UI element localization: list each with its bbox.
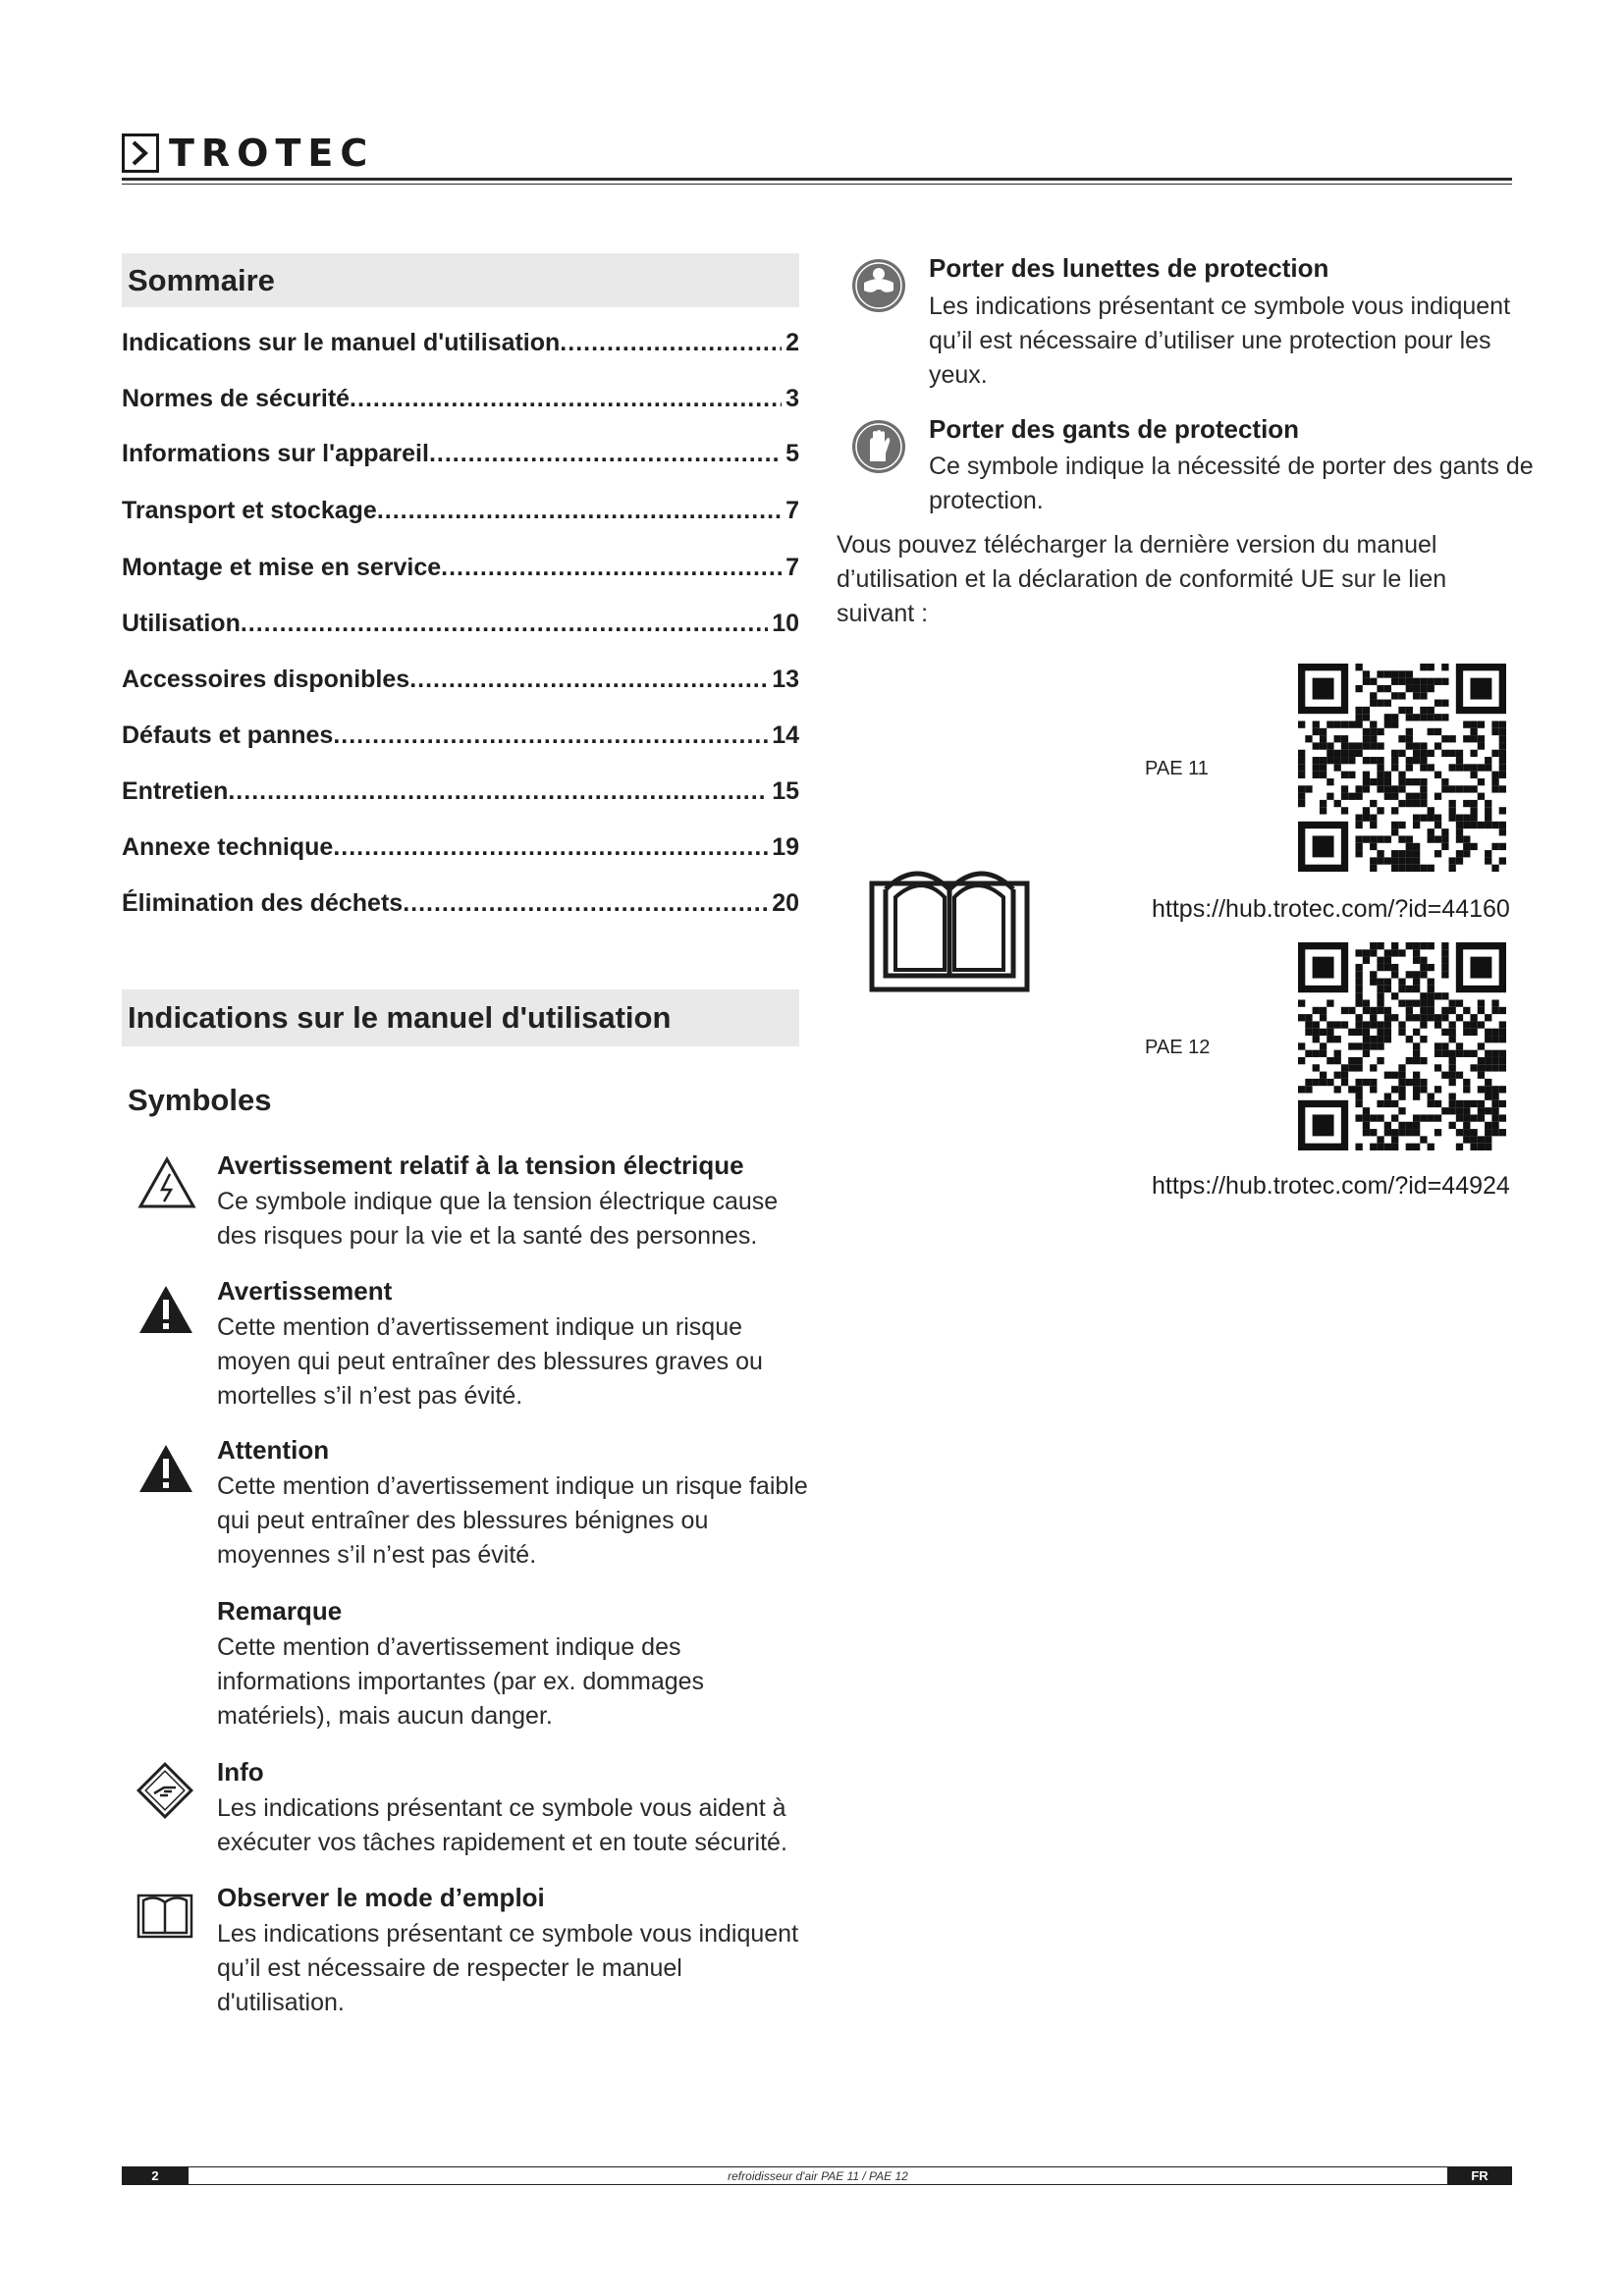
toc-item[interactable]: Normes de sécurité ..... 3 (122, 385, 799, 424)
qr-label: PAE 11 (1145, 758, 1209, 779)
symbol-title: Attention (217, 1435, 330, 1465)
protective-gloves-icon (850, 418, 907, 480)
qr-code-pae11[interactable] (1298, 664, 1506, 872)
symbol-description: Les indications présentant ce symbole vous indiquent qu’il est nécessaire de respecter le manuel d'utilisation. (217, 1920, 799, 2016)
toc-item[interactable]: Transport et stockage ..... 7 (122, 497, 799, 536)
toc-item[interactable]: Entretien ..... 15 (122, 777, 799, 817)
toc-heading: Sommaire (122, 253, 799, 307)
symbol-description: Les indications présentant ce symbole vous aident à exécuter vos tâches rapidement et en toute sécurité. (217, 1794, 787, 1856)
header-rule-thin (122, 184, 1512, 185)
manual-book-icon (135, 1891, 194, 1945)
symbol-description: Les indications présentant ce symbole vous indiquent qu’il est nécessaire d’utiliser une protection pour les yeux. (929, 293, 1511, 389)
qr-url-link[interactable]: https://hub.trotec.com/?id=44160 (1152, 895, 1510, 923)
symbol-title: Remarque (217, 1596, 343, 1626)
symbol-title: Avertissement relatif à la tension électrique (217, 1150, 744, 1180)
brand-name: TROTEC (169, 132, 375, 175)
toc-item[interactable]: Accessoires disponibles ..... 13 (122, 666, 799, 705)
manual-book-icon (868, 854, 1031, 998)
symbol-description: Cette mention d’avertissement indique des informations importantes (par ex. dommages matériels), mais aucun danger. (217, 1633, 705, 1730)
brand-logo (122, 130, 374, 177)
symbols-heading: Symboles (128, 1083, 272, 1117)
chevron-logo-icon (122, 133, 159, 173)
symbol-title: Porter des lunettes de protection (929, 253, 1329, 283)
toc-item[interactable]: Annexe technique ..... 19 (122, 833, 799, 873)
symbol-title: Observer le mode d’emploi (217, 1883, 545, 1912)
toc-item[interactable]: Informations sur l'appareil ..... 5 (122, 440, 799, 479)
warning-triangle-icon (137, 1284, 194, 1340)
qr-label: PAE 12 (1145, 1037, 1211, 1058)
symbol-description: Cette mention d’avertissement indique un risque faible qui peut entraîner des blessures bénignes ou moyennes s’il n’est pas évité. (217, 1472, 808, 1569)
qr-code-pae12[interactable] (1298, 942, 1506, 1150)
symbol-title: Porter des gants de protection (929, 414, 1300, 444)
toc-item[interactable]: Élimination des déchets ..... 20 (122, 889, 799, 929)
symbol-title: Info (217, 1757, 264, 1787)
manual-heading: Indications sur le manuel d'utilisation (122, 989, 799, 1046)
footer-title: refroidisseur d'air PAE 11 / PAE 12 (728, 2168, 908, 2183)
header-rule (122, 178, 1512, 181)
electrical-warning-icon (137, 1156, 196, 1214)
toc-item[interactable]: Indications sur le manuel d'utilisation ..... 2 (122, 329, 799, 368)
info-hand-icon (135, 1760, 195, 1826)
symbol-description: Ce symbole indique que la tension électrique cause des risques pour la vie et la santé des personnes. (217, 1188, 779, 1250)
toc-item[interactable]: Montage et mise en service ..... 7 (122, 554, 799, 593)
symbol-description: Cette mention d’avertissement indique un risque moyen qui peut entraîner des blessures graves ou mortelles s’il n’est pas évité. (217, 1313, 763, 1410)
safety-goggles-icon (850, 257, 907, 319)
toc-item[interactable]: Défauts et pannes ..... 14 (122, 721, 799, 761)
symbol-description: Ce symbole indique la nécessité de porter des gants de protection. (929, 453, 1534, 514)
footer-language: FR (1447, 2166, 1512, 2185)
footer-page-number: 2 (122, 2166, 189, 2185)
qr-url-link[interactable]: https://hub.trotec.com/?id=44924 (1152, 1172, 1510, 1200)
download-paragraph: Vous pouvez télécharger la dernière version du manuel d’utilisation et la déclaration de conformité UE sur le lien suivant : (837, 531, 1447, 627)
toc-item[interactable]: Utilisation ..... 10 (122, 610, 799, 649)
symbol-title: Avertissement (217, 1276, 393, 1306)
caution-triangle-icon (137, 1443, 194, 1499)
